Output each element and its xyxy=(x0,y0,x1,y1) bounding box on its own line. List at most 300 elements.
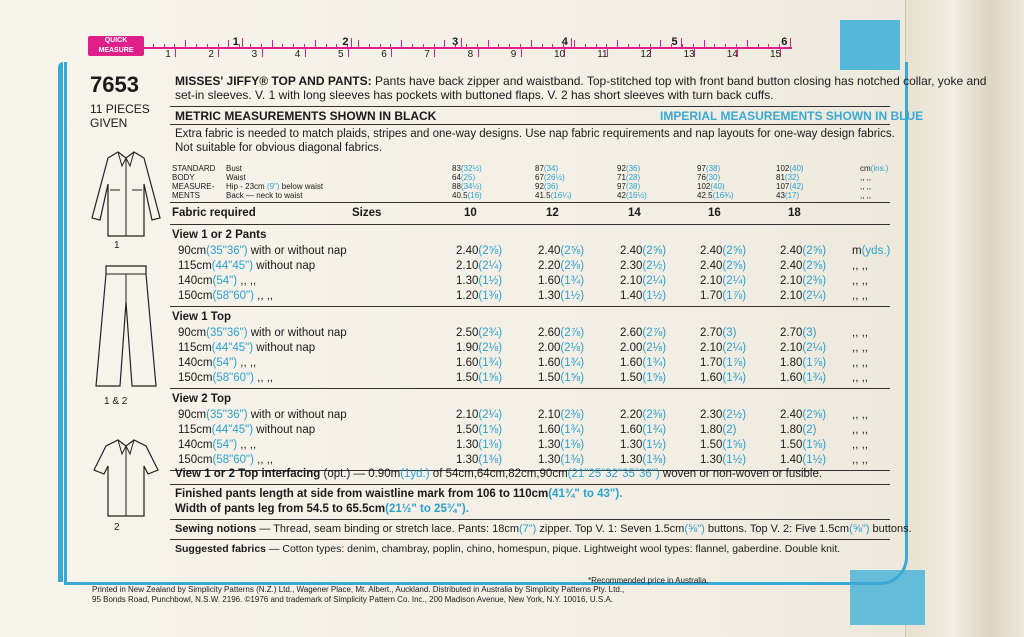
bm-row-name xyxy=(226,173,246,182)
bm-name-imp: (9") xyxy=(264,182,280,191)
ruler-cm-tick xyxy=(348,47,349,57)
ruler-minor-tick xyxy=(369,44,370,48)
ruler-cm-label: 14 xyxy=(726,49,738,60)
bm-metric: 92 xyxy=(535,182,544,191)
fabric-metric: 2.40 xyxy=(700,260,723,272)
width-desc: ,, ,, xyxy=(237,275,257,287)
width-desc: with or without nap xyxy=(247,245,347,257)
width-imperial: (44"45") xyxy=(211,424,254,436)
fabric-imperial: (1¾) xyxy=(722,372,747,384)
bm-metric: 92 xyxy=(617,164,626,173)
fabric-unit xyxy=(852,275,868,287)
ruler-minor-tick xyxy=(747,40,748,48)
fabric-metric: 1.30 xyxy=(620,439,643,451)
ruler-cm-label: 13 xyxy=(683,49,695,60)
fabric-unit xyxy=(852,372,868,384)
ruler-cm-label: 5 xyxy=(338,49,344,60)
fabric-imperial: (2⅝) xyxy=(802,409,827,421)
fabric-width xyxy=(178,275,256,287)
bm-label-line: BODY xyxy=(172,173,195,182)
fabric-metric: 1.60 xyxy=(538,424,561,436)
unit-imp: ,, xyxy=(858,260,868,272)
bm-imperial: (32) xyxy=(784,173,800,182)
fabric-imperial: (2⅜) xyxy=(642,409,667,421)
ruler-minor-tick xyxy=(650,44,651,48)
ruler-inch-label: 1 xyxy=(232,36,239,48)
fabric-value xyxy=(780,372,826,384)
bm-imperial: (17) xyxy=(784,191,800,200)
interfacing-label: View 1 or 2 Top interfacing xyxy=(175,468,321,480)
fabric-metric: 1.50 xyxy=(620,372,643,384)
bm-value xyxy=(697,182,725,191)
ruler-cm-tick xyxy=(521,47,522,57)
bm-metric: 83 xyxy=(452,164,461,173)
unit-m: ,, xyxy=(852,260,859,272)
fabric-width xyxy=(178,342,315,354)
suggested-label: Suggested fabrics xyxy=(175,543,267,555)
ruler-inch-tick xyxy=(461,38,462,48)
unit-m: ,, xyxy=(852,357,859,369)
bm-value xyxy=(535,191,571,200)
width-imperial: (35"36") xyxy=(206,327,248,339)
ruler-minor-tick xyxy=(185,40,186,48)
fabric-imperial: (2¼) xyxy=(722,342,747,354)
fabric-header-label: Fabric required xyxy=(172,207,256,219)
ruler-minor-tick xyxy=(261,44,262,48)
ruler-minor-tick xyxy=(574,40,575,48)
fabric-metric: 2.40 xyxy=(780,245,803,257)
ruler-inch-label: 3 xyxy=(452,36,459,48)
badge-bottom: MEASURE xyxy=(98,47,134,54)
bm-imperial: (28) xyxy=(625,173,641,182)
fabric-metric: 2.40 xyxy=(456,245,479,257)
fabric-value xyxy=(780,409,826,421)
bm-name-tail: below waist xyxy=(279,182,324,191)
divider xyxy=(170,224,890,225)
fabric-value xyxy=(620,245,666,257)
unit-imp: (yds.) xyxy=(861,245,891,257)
fabric-metric: 2.70 xyxy=(780,327,803,339)
fabric-imperial: (1½) xyxy=(722,454,747,466)
width-imperial: (35"36") xyxy=(206,245,248,257)
bm-imperial: (34½) xyxy=(460,182,482,191)
bm-unit xyxy=(860,173,871,182)
fabric-metric: 2.10 xyxy=(620,275,643,287)
fabric-metric: 2.10 xyxy=(780,290,803,302)
fabric-metric: 1.70 xyxy=(700,290,723,302)
fabric-value xyxy=(780,275,826,287)
fabric-metric: 1.50 xyxy=(700,439,723,451)
fabric-value xyxy=(538,372,584,384)
fabric-width xyxy=(178,327,347,339)
fabric-metric: 2.60 xyxy=(538,327,561,339)
divider xyxy=(170,124,890,125)
fabric-imperial: (2¼) xyxy=(722,275,747,287)
fabric-imperial: (1⅜) xyxy=(560,454,585,466)
fabric-imperial: (1⅞) xyxy=(722,290,747,302)
view2-label: 2 xyxy=(114,522,120,533)
fabric-imperial: (1¾) xyxy=(478,357,503,369)
size-header: 12 xyxy=(546,207,559,219)
pattern-number: 7653 xyxy=(90,72,139,97)
footer-price-note: *Recommended price in Australia. xyxy=(588,576,709,585)
fabric-value xyxy=(538,342,584,354)
width-imperial: (44"45") xyxy=(211,342,254,354)
fabric-value xyxy=(538,245,584,257)
bm-metric: 81 xyxy=(776,173,785,182)
bm-value xyxy=(697,173,720,182)
bm-metric: 42 xyxy=(617,191,626,200)
fabric-imperial: (2⅝) xyxy=(802,245,827,257)
bm-metric: 102 xyxy=(697,182,711,191)
bm-value xyxy=(452,191,482,200)
notions-imp3: (⅝") xyxy=(849,523,870,535)
ruler-cm-tick xyxy=(434,47,435,57)
fabric-value xyxy=(456,372,502,384)
bm-value xyxy=(776,173,799,182)
bm-value xyxy=(776,182,804,191)
interfacing-opt: (opt.) — 0.90m xyxy=(323,468,401,480)
ruler-cm-tick xyxy=(218,47,219,57)
fabric-metric: 1.30 xyxy=(538,454,561,466)
fabric-imperial: (2⅜) xyxy=(560,409,585,421)
fabric-value xyxy=(780,454,826,466)
ruler-minor-tick xyxy=(272,40,273,48)
bm-imperial: (16¼) xyxy=(550,191,572,200)
fabric-metric: 2.40 xyxy=(700,245,723,257)
fabric-metric: 2.10 xyxy=(700,275,723,287)
width-metric: 150cm xyxy=(178,290,213,302)
fabric-metric: 2.30 xyxy=(620,260,643,272)
fabric-value xyxy=(780,342,826,354)
ruler-minor-tick xyxy=(401,40,402,48)
unit-imp: ,, xyxy=(858,372,868,384)
interfacing-line xyxy=(175,468,822,480)
ruler-minor-tick xyxy=(585,44,586,48)
fabric-value xyxy=(700,454,746,466)
fabric-imperial: (1⅝) xyxy=(560,372,585,384)
ruler-minor-tick xyxy=(509,44,510,48)
unit-m: ,, xyxy=(852,439,859,451)
footer-line2: 95 Bonds Road, Punchbowl, N.S.W. 2196. ©1976 and trademark of Simplicity Pattern Co. Inc., 200 Madison Avenue, New York, N.Y. 10016, U.S.A. xyxy=(92,595,614,604)
section-title: View 1 Top xyxy=(172,311,232,323)
ruler-inch-label: 5 xyxy=(671,36,678,48)
bm-imperial: (42) xyxy=(789,182,804,191)
fabric-metric: 2.40 xyxy=(780,409,803,421)
fabric-imperial: (1⅜) xyxy=(642,454,667,466)
fabric-imperial: (2⅝) xyxy=(722,245,747,257)
fabric-imperial: (2⅞) xyxy=(642,327,667,339)
bm-imperial: (16) xyxy=(467,191,482,200)
fabric-value xyxy=(780,439,826,451)
divider xyxy=(170,202,890,203)
fabric-metric: 2.10 xyxy=(456,409,479,421)
ruler-minor-tick xyxy=(617,40,618,48)
ruler-minor-tick xyxy=(477,44,478,48)
divider xyxy=(170,388,890,389)
bm-metric: 71 xyxy=(617,173,626,182)
fabric-value xyxy=(780,245,826,257)
bm-metric: 88 xyxy=(452,182,461,191)
ruler-minor-tick xyxy=(736,44,737,48)
width-metric: 140cm xyxy=(178,357,213,369)
fabric-metric: 2.10 xyxy=(456,260,479,272)
unit-m: ,, xyxy=(852,275,859,287)
fabric-metric: 1.40 xyxy=(780,454,803,466)
fabric-imperial: (2⅝) xyxy=(478,245,503,257)
ruler-minor-tick xyxy=(768,44,769,48)
notions-text1: — Thread, seam binding or stretch lace. Pants: 18cm xyxy=(259,523,519,535)
finished-line2-imp: (21½" to 25¾"). xyxy=(385,503,469,515)
fabric-width xyxy=(178,424,315,436)
bm-value xyxy=(452,173,475,182)
unit-m: ,, xyxy=(852,372,859,384)
ruler-minor-tick xyxy=(164,44,165,48)
fabric-metric: 1.70 xyxy=(700,357,723,369)
ruler-cm-label: 9 xyxy=(510,49,517,60)
bm-metric: 67 xyxy=(535,173,544,182)
width-metric: 150cm xyxy=(178,372,213,384)
width-desc: with or without nap xyxy=(247,327,347,339)
fabric-metric: 1.60 xyxy=(700,372,723,384)
ruler-minor-tick xyxy=(412,44,413,48)
width-metric: 140cm xyxy=(178,275,213,287)
fabric-metric: 1.60 xyxy=(538,357,561,369)
width-desc: without nap xyxy=(253,424,316,436)
ruler-minor-tick xyxy=(498,44,499,48)
width-metric: 115cm xyxy=(178,342,212,354)
view12-label: 1 & 2 xyxy=(104,396,128,407)
fabric-imperial: (1¾) xyxy=(802,372,827,384)
width-desc: ,, ,, xyxy=(253,290,274,302)
fabric-metric: 2.10 xyxy=(700,342,723,354)
ruler-minor-tick xyxy=(628,44,629,48)
ruler-cm-tick xyxy=(305,47,306,57)
fabric-value xyxy=(538,275,584,287)
interfacing-opt-imp: (1yd.) xyxy=(400,468,430,480)
fabric-value xyxy=(620,439,666,451)
bm-value xyxy=(535,164,558,173)
bm-label-line: STANDARD xyxy=(172,164,216,173)
fabric-value xyxy=(620,424,666,436)
ruler-cm-label: 3 xyxy=(251,49,258,60)
fabric-imperial: (2) xyxy=(722,424,737,436)
ruler-cm-label: 15 xyxy=(770,49,782,60)
fabric-unit xyxy=(852,357,868,369)
bm-unit-m: ,, xyxy=(860,173,865,182)
fabric-metric: 2.50 xyxy=(456,327,479,339)
ruler-minor-tick xyxy=(390,44,391,48)
fabric-imperial: (1⅜) xyxy=(560,439,585,451)
fabric-metric: 2.10 xyxy=(780,342,803,354)
fabric-metric: 2.00 xyxy=(620,342,643,354)
ruler-cm-label: 1 xyxy=(165,49,171,60)
fabric-imperial: (1¾) xyxy=(560,357,585,369)
fabric-value xyxy=(620,290,666,302)
fabric-metric: 1.60 xyxy=(620,357,643,369)
fabric-imperial: (1⅜) xyxy=(478,439,503,451)
fabric-unit xyxy=(852,290,868,302)
bm-metric: 41.5 xyxy=(535,191,551,200)
fabric-value xyxy=(700,409,746,421)
finished-line1-imp: (41¾" to 43"). xyxy=(548,488,623,500)
view1-label: 1 xyxy=(114,240,120,251)
title-bold: MISSES' JIFFY xyxy=(175,74,260,88)
fabric-width xyxy=(178,245,347,257)
quick-measure-badge xyxy=(88,36,144,56)
size-header: 14 xyxy=(628,207,641,219)
divider xyxy=(170,484,890,485)
fabric-value xyxy=(456,439,502,451)
fabric-unit xyxy=(852,409,868,421)
ruler-cm-label: 8 xyxy=(467,49,474,60)
fabric-imperial: (1¾) xyxy=(560,424,585,436)
bm-unit-imp: (ins.) xyxy=(870,164,889,173)
fabric-value xyxy=(620,327,666,339)
fabric-metric: 2.40 xyxy=(780,260,803,272)
unit-imp: ,, xyxy=(858,424,868,436)
ruler-minor-tick xyxy=(228,40,229,48)
bm-metric: 102 xyxy=(776,164,790,173)
bm-value xyxy=(535,173,565,182)
ruler-minor-tick xyxy=(542,44,543,48)
width-imperial: (58"60") xyxy=(212,290,254,302)
fabric-width xyxy=(178,357,256,369)
interfacing-tail: woven or non-woven or fusible. xyxy=(662,468,823,480)
ruler-cm-label: 11 xyxy=(597,49,608,60)
pieces-line2: GIVEN xyxy=(90,116,128,130)
divider xyxy=(170,519,890,520)
ruler-minor-tick xyxy=(250,44,251,48)
bm-name: Hip - 23cm xyxy=(226,182,265,191)
fabric-value xyxy=(456,290,502,302)
fabric-metric: 1.40 xyxy=(620,290,643,302)
view1-top-illustration xyxy=(88,148,164,248)
unit-imp: ,, xyxy=(858,342,868,354)
fabric-metric: 2.70 xyxy=(700,327,723,339)
ruler-minor-tick xyxy=(725,44,726,48)
bm-imperial: (38) xyxy=(625,182,641,191)
width-imperial: (54") xyxy=(212,439,238,451)
ruler-minor-tick xyxy=(606,44,607,48)
ruler-minor-tick xyxy=(326,44,327,48)
bm-imperial: (40) xyxy=(710,182,725,191)
ruler-cm-label: 6 xyxy=(381,49,387,60)
notions-text3: buttons. Top V. 2: Five 1.5cm xyxy=(707,523,850,535)
fabric-value xyxy=(456,342,502,354)
fabric-imperial: (1½) xyxy=(802,454,827,466)
width-imperial: (44"45") xyxy=(211,260,254,272)
ruler-minor-tick xyxy=(380,44,381,48)
fabric-metric: 1.50 xyxy=(538,372,561,384)
width-imperial: (58"60") xyxy=(212,372,254,384)
unit-m: ,, xyxy=(852,290,859,302)
ruler-minor-tick xyxy=(434,44,435,48)
fabric-value xyxy=(456,327,502,339)
fabric-value xyxy=(456,357,502,369)
bm-imperial: (16¾) xyxy=(712,191,734,200)
bm-metric: 42.5 xyxy=(697,191,713,200)
divider xyxy=(170,539,890,540)
ruler-minor-tick xyxy=(693,44,694,48)
fabric-imperial: (2½) xyxy=(722,409,747,421)
pieces-line1: 11 PIECES xyxy=(90,102,150,116)
ruler-minor-tick xyxy=(779,44,780,48)
fabric-metric: 1.30 xyxy=(538,439,561,451)
ruler-cm-tick xyxy=(175,47,176,57)
fabric-value xyxy=(456,260,502,272)
desc-line2: set-in sleeves. V. 1 with long sleeves has pockets with buttoned flaps. V. 2 has short sleeves with turn back cuffs. xyxy=(175,88,774,102)
ruler-cm-label: 2 xyxy=(208,49,214,60)
width-metric: 150cm xyxy=(178,454,213,466)
ruler-minor-tick xyxy=(639,44,640,48)
fabric-unit xyxy=(852,424,868,436)
notions-imp1: (7") xyxy=(519,523,537,535)
fabric-width xyxy=(178,409,347,421)
section-title: View 1 or 2 Pants xyxy=(172,229,267,241)
bm-name: Waist xyxy=(226,173,246,182)
fabric-value xyxy=(620,409,666,421)
fabric-imperial: (1¾) xyxy=(560,275,585,287)
notions-text4: buttons. xyxy=(872,523,912,535)
ruler-minor-tick xyxy=(293,44,294,48)
ruler-minor-tick xyxy=(218,44,219,48)
ruler-minor-tick xyxy=(207,44,208,48)
ruler-minor-tick xyxy=(142,40,143,48)
fabric-imperial: (2⅛) xyxy=(560,342,585,354)
fabric-metric: 1.60 xyxy=(538,275,561,287)
fabric-value xyxy=(700,357,746,369)
ruler-minor-tick xyxy=(552,44,553,48)
fabric-value xyxy=(620,342,666,354)
size-header: 18 xyxy=(788,207,801,219)
fabric-imperial: (1½) xyxy=(642,439,667,451)
fabric-imperial: (2¾) xyxy=(478,327,503,339)
note-line2: Not suitable for obvious diagonal fabrics. xyxy=(175,142,383,154)
ruler-minor-tick xyxy=(714,44,715,48)
fabric-imperial: (2⅞) xyxy=(560,327,585,339)
interfacing-mid: of 54cm,64cm,82cm,90cm xyxy=(432,468,568,480)
fabric-metric: 2.20 xyxy=(538,260,561,272)
fabric-value xyxy=(538,357,584,369)
ruler-minor-tick xyxy=(174,44,175,48)
fabric-value xyxy=(456,409,502,421)
fabric-imperial: (1½) xyxy=(642,290,667,302)
bm-imperial: (36) xyxy=(543,182,559,191)
width-metric: 140cm xyxy=(178,439,213,451)
fabric-unit xyxy=(852,245,890,257)
suggested-fabrics xyxy=(175,543,840,555)
ruler-inch-tick xyxy=(351,38,352,48)
fabric-metric: 1.90 xyxy=(456,342,479,354)
fabric-imperial: (1⅜) xyxy=(478,290,503,302)
ruler-cm-tick xyxy=(391,47,392,57)
ruler-inch-label: 6 xyxy=(781,36,788,48)
fabric-imperial: (1¾) xyxy=(642,357,667,369)
ruler-cm-label: 10 xyxy=(554,49,566,60)
bm-unit-imp: ,, xyxy=(864,182,872,191)
ruler-minor-tick xyxy=(423,44,424,48)
ruler-minor-tick xyxy=(660,40,661,48)
fabric-imperial: (1½) xyxy=(560,290,585,302)
fabric-metric: 1.20 xyxy=(456,290,479,302)
bm-unit-m: ,, xyxy=(860,182,865,191)
ruler-inch-tick xyxy=(571,38,572,48)
unit-imp: ,, xyxy=(858,409,868,421)
bm-imperial: (26½) xyxy=(543,173,565,182)
unit-m: ,, xyxy=(852,327,859,339)
fabric-imperial: (2⅜) xyxy=(802,275,827,287)
